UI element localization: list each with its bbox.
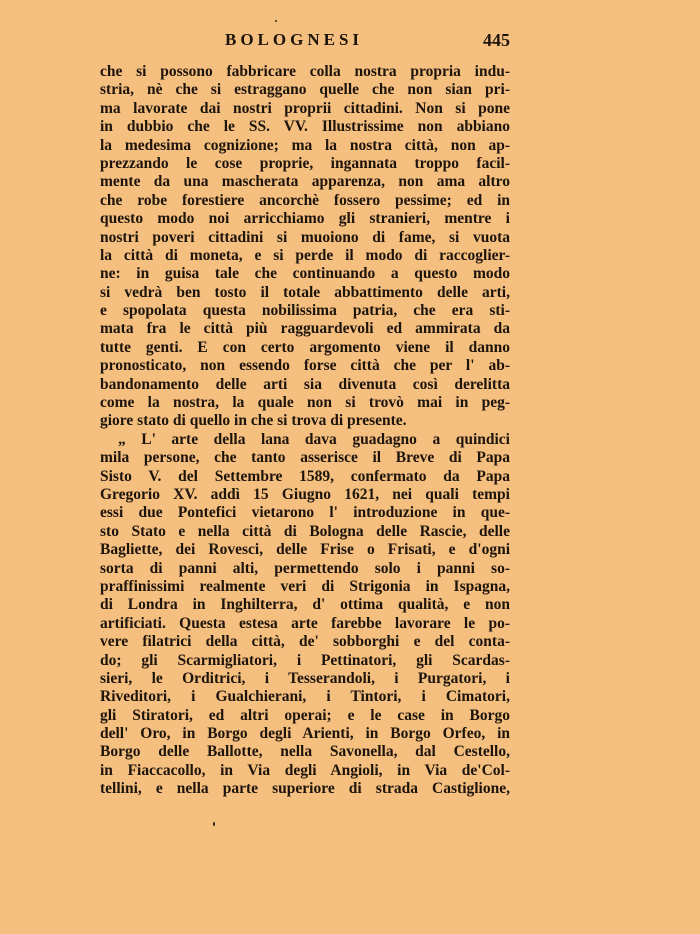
text-line: bandonamento delle arti sia divenuta così derelitta xyxy=(100,375,510,393)
text-line: praffinissimi realmente veri di Strigonia in Ispagna, xyxy=(100,577,510,595)
text-line: mila persone, che tanto asserisce il Breve di Papa xyxy=(100,449,510,467)
text-line: gli Stiratori, ed altri operai; e le case in Borgo xyxy=(100,706,510,724)
text-line: che robe forestiere ancorchè fossero pessime; ed in xyxy=(100,191,510,209)
text-line: Bagliette, dei Rovesci, delle Frise o Frisati, e d'ogni xyxy=(100,541,510,559)
text-line: dell' Oro, in Borgo degli Arienti, in Borgo Orfeo, in xyxy=(100,725,510,743)
text-line: giore stato di quello in che si trova di presente. xyxy=(100,412,407,430)
running-title: BOLOGNESI xyxy=(225,30,364,49)
text-line: che si possono fabbricare colla nostra propria indu- xyxy=(100,63,510,80)
text-line: la medesima cognizione; ma la nostra città, non ap- xyxy=(100,136,510,154)
print-speck xyxy=(213,822,215,826)
page-header xyxy=(100,28,510,54)
text-line: stria, nè che si estraggano quelle che non sian pri- xyxy=(100,81,510,99)
text-line: la città di moneta, e si perde il modo di raccoglier- xyxy=(100,246,510,264)
text-line: artificiati. Questa estesa arte farebbe lavorare le po- xyxy=(100,614,510,632)
text-line: sorta di panni alti, permettendo solo i panni so- xyxy=(100,559,510,577)
text-line: sieri, le Orditrici, i Tesserandoli, i Purgatori, i xyxy=(100,669,510,687)
text-line: e spopolata questa nobilissima patria, che era sti- xyxy=(100,302,510,320)
text-line: nostri poveri cittadini si muoiono di fame, si vuota xyxy=(100,228,510,246)
text-line: tutte genti. E con certo argomento viene il danno xyxy=(100,338,510,356)
text-line: Riveditori, i Gualchierani, i Tintori, i Cimatori, xyxy=(100,688,510,706)
text-line: sto Stato e nella città di Bologna delle Rascie, delle xyxy=(100,522,510,540)
text-line: si vedrà ben tosto il totale abbattimento delle arti, xyxy=(100,283,510,301)
text-line: in dubbio che le SS. VV. Illustrissime non abbiano xyxy=(100,118,510,136)
text-line: come la nostra, la quale non si trovò mai in peg- xyxy=(100,394,510,412)
print-speck xyxy=(275,20,277,22)
page-number: 445 xyxy=(483,30,510,50)
text-line: tellini, e nella parte superiore di strada Castiglione, xyxy=(100,780,510,798)
text-line: do; gli Scarmigliatori, i Pettinatori, gli Scardas- xyxy=(100,651,510,669)
text-line: essi due Pontefici vietarono l' introduzione in que- xyxy=(100,504,510,522)
text-line: pronosticato, non essendo forse città che per l' ab- xyxy=(100,357,510,375)
text-line: questo modo noi arricchiamo gli stranieri, mentre i xyxy=(100,210,510,228)
text-line: Borgo delle Ballotte, nella Savonella, dal Cestello, xyxy=(100,743,510,761)
body-text xyxy=(100,63,510,799)
text-line: „ L' arte della lana dava guadagno a quindici xyxy=(118,430,510,448)
text-line: in Fiaccacollo, in Via degli Angioli, in Via de'Col- xyxy=(100,761,510,779)
text-line: Gregorio XV. addì 15 Giugno 1621, nei quali tempi xyxy=(100,485,510,503)
text-line: mata fra le città più ragguardevoli ed ammirata da xyxy=(100,320,510,338)
text-line: ma lavorate dai nostri proprii cittadini. Non si pone xyxy=(100,99,510,117)
text-line: mente da una mascherata apparenza, non ama altro xyxy=(100,173,510,191)
text-line: di Londra in Inghilterra, d' ottima qualità, e non xyxy=(100,596,510,614)
text-line: prezzando le cose proprie, ingannata troppo facil- xyxy=(100,154,510,172)
text-line: vere filatrici della città, de' sobborghi e del conta- xyxy=(100,633,510,651)
text-line: Sisto V. del Settembre 1589, confermato da Papa xyxy=(100,467,510,485)
text-line: ne: in guisa tale che continuando a questo modo xyxy=(100,265,510,283)
